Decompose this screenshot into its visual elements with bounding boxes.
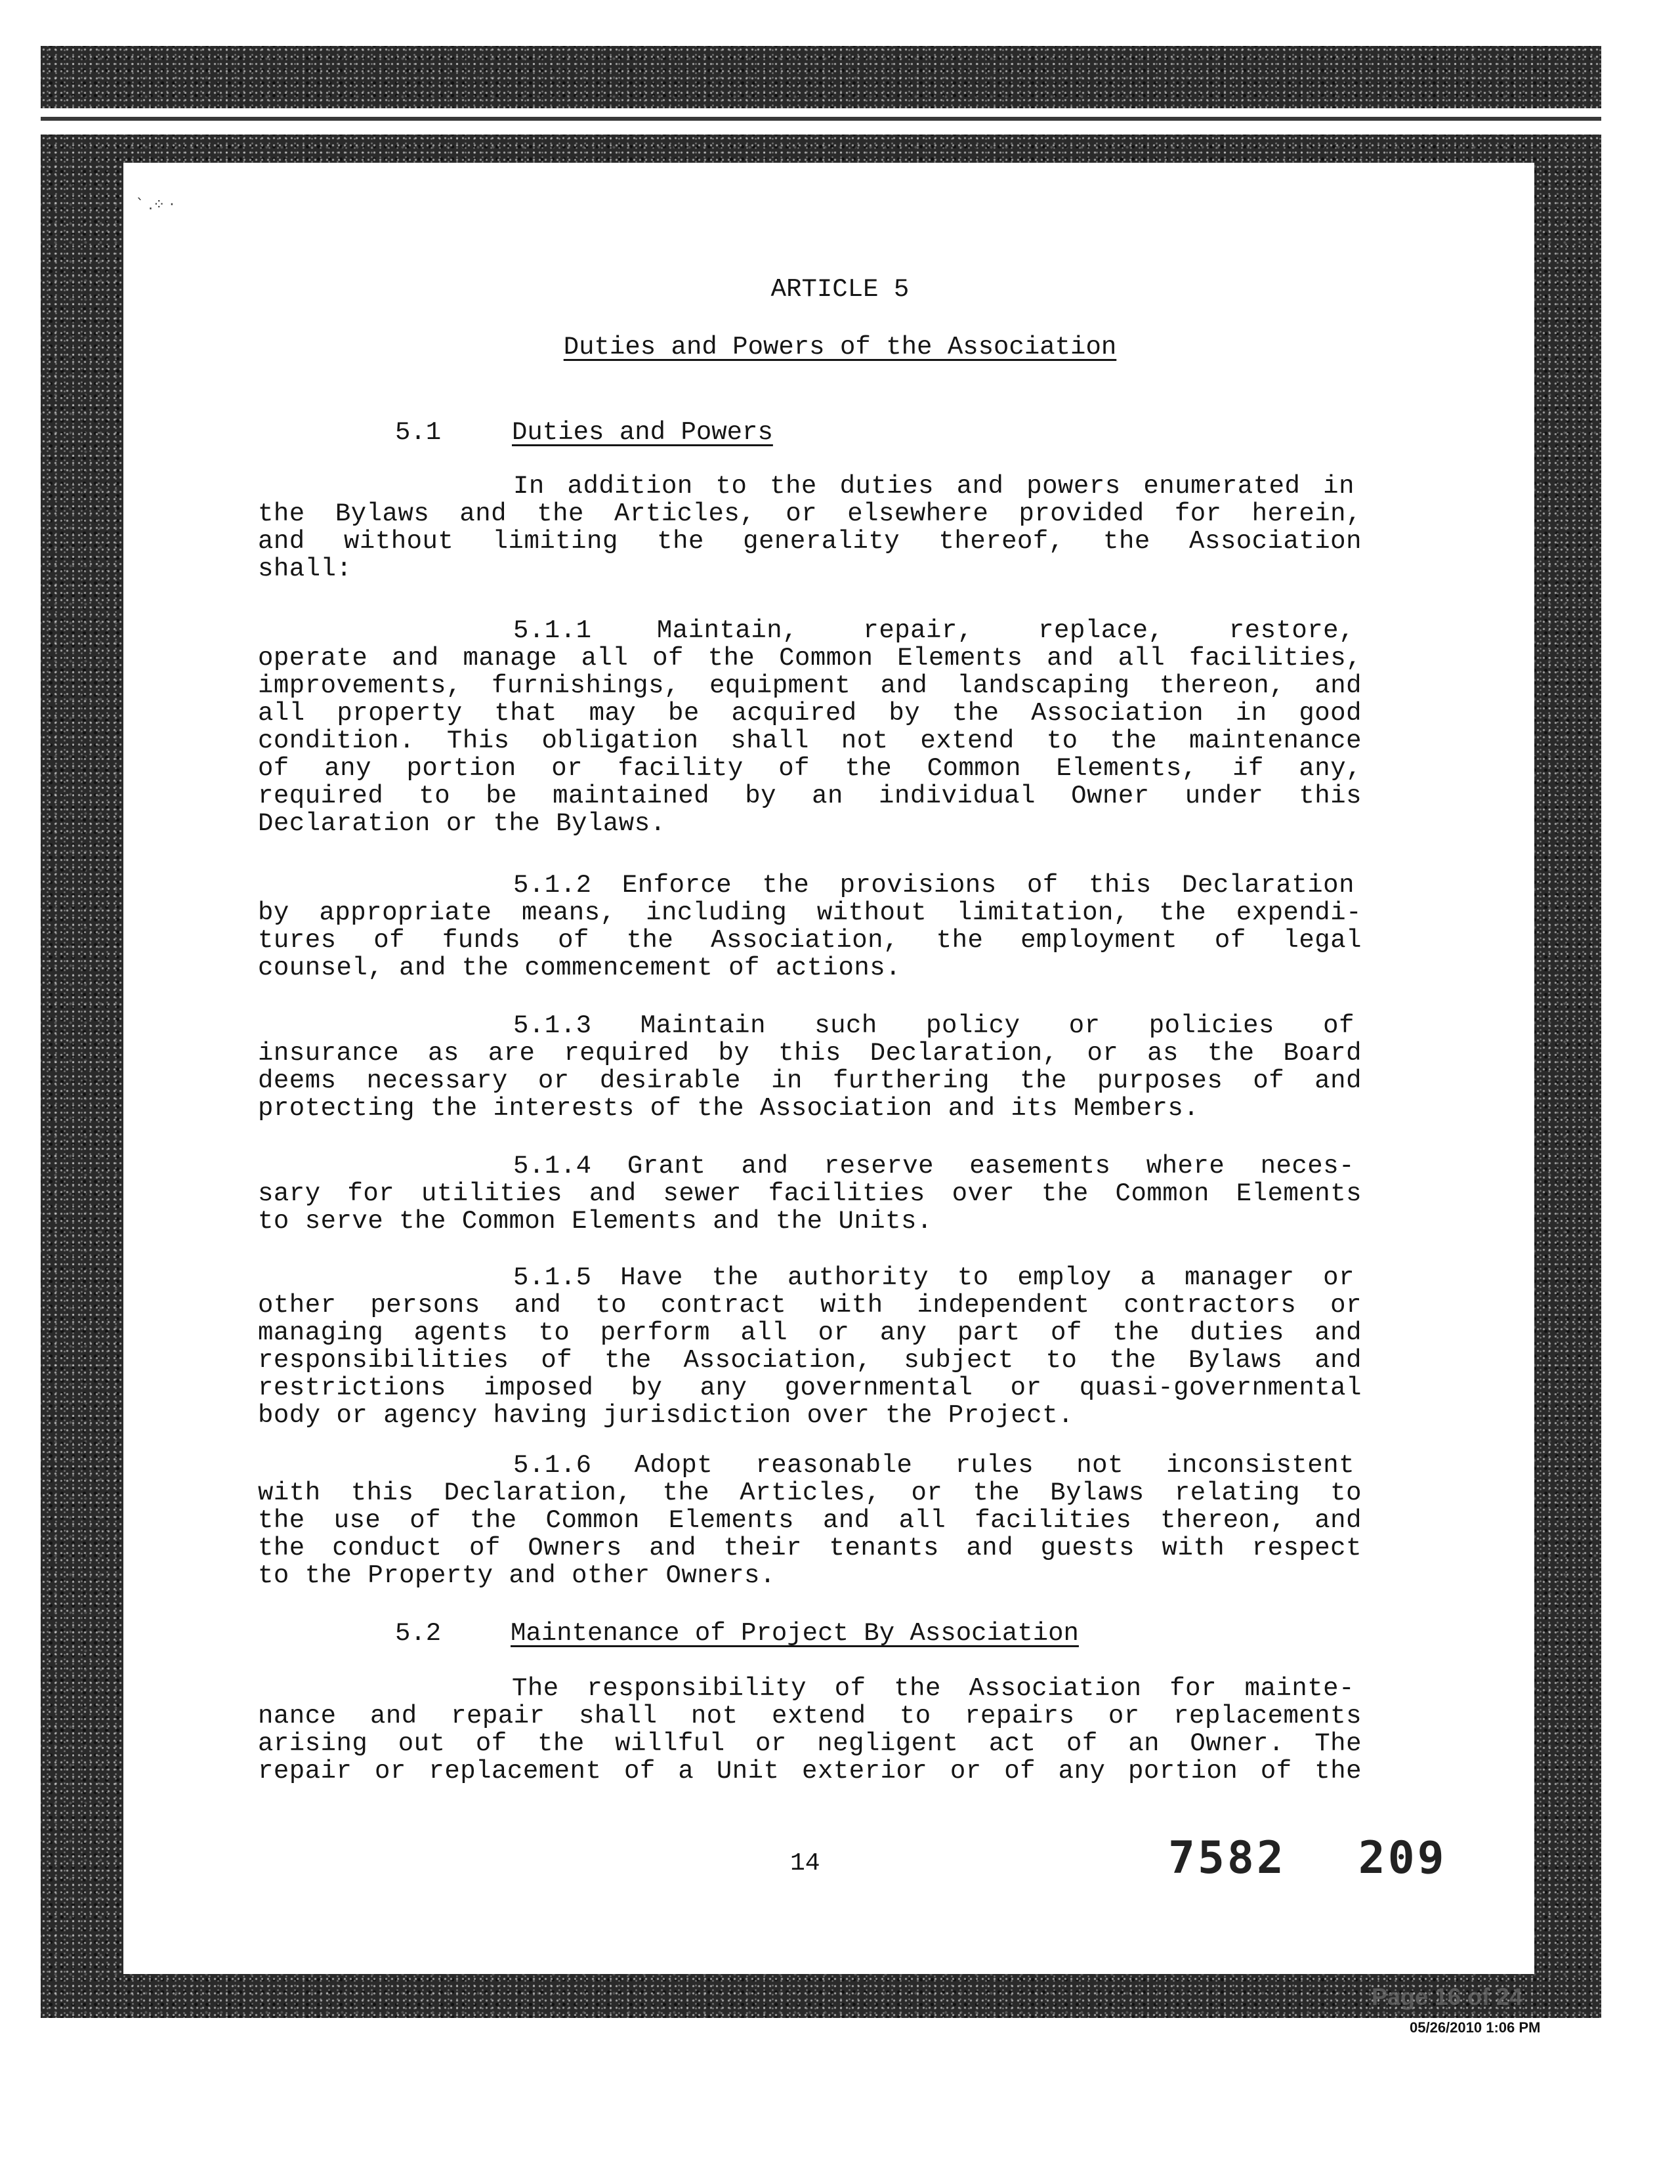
- clause-line: operate and manage all of the Common Elements and all facilities,: [258, 644, 1362, 673]
- page-of-indicator: Page 16 of 24: [1372, 1983, 1523, 2010]
- paragraph-line: arising out of the willful or negligent act of an Owner. The: [258, 1729, 1362, 1758]
- clause-line: restrictions imposed by any governmental or quasi-governmental: [258, 1374, 1362, 1402]
- paragraph-line: repair or replacement of a Unit exterior or of any portion of the: [258, 1757, 1362, 1786]
- clause-line: 5.1.6 Adopt reasonable rules not inconsistent: [513, 1451, 1354, 1480]
- clause-line: sary for utilities and sewer facilities over the Common Elements: [258, 1179, 1362, 1208]
- paragraph-line: The responsibility of the Association for mainte-: [512, 1674, 1354, 1703]
- clause-line: counsel, and the commencement of actions.: [258, 954, 902, 982]
- clause-line: responsibilities of the Association, subject to the Bylaws and: [258, 1346, 1362, 1375]
- section-heading: Maintenance of Project By Association: [511, 1619, 1079, 1648]
- clause-line: other persons and to contract with independent contractors or: [258, 1291, 1362, 1320]
- scan-rule: [41, 117, 1601, 121]
- clause-line: improvements, furnishings, equipment and landscaping thereon, and: [258, 671, 1362, 700]
- recording-stamp: [1168, 1832, 1447, 1884]
- section-number: 5.2: [395, 1619, 442, 1648]
- paragraph-line: nance and repair shall not extend to repairs or replacements: [258, 1702, 1362, 1731]
- clause-line: with this Declaration, the Articles, or the Bylaws relating to: [258, 1479, 1362, 1507]
- clause-line: 5.1.1 Maintain, repair, replace, restore,: [513, 616, 1354, 645]
- clause-line: 5.1.4 Grant and reserve easements where neces-: [513, 1152, 1354, 1181]
- clause-line: 5.1.5 Have the authority to employ a manager or: [513, 1263, 1354, 1292]
- paragraph-line: and without limiting the generality thereof, the Association: [258, 527, 1362, 556]
- clause-line: of any portion or facility of the Common Elements, if any,: [258, 754, 1362, 783]
- section-number: 5.1: [395, 418, 442, 447]
- clause-line: to serve the Common Elements and the Units.: [258, 1207, 933, 1236]
- clause-line: Declaration or the Bylaws.: [258, 809, 666, 838]
- clause-line: 5.1.2 Enforce the provisions of this Declaration: [513, 871, 1354, 900]
- clause-line: protecting the interests of the Association and its Members.: [258, 1094, 1200, 1123]
- clause-line: the use of the Common Elements and all facilities thereon, and: [258, 1506, 1362, 1535]
- scan-specks: ` .⁘ ·: [136, 197, 175, 213]
- clause-line: deems necessary or desirable in furthering the purposes of and: [258, 1066, 1362, 1095]
- clause-line: 5.1.3 Maintain such policy or policies of: [513, 1011, 1354, 1040]
- stamp-book-number: 7582: [1168, 1832, 1286, 1884]
- clause-line: all property that may be acquired by the Association in good: [258, 699, 1362, 728]
- clause-line: condition. This obligation shall not extend to the maintenance: [258, 726, 1362, 755]
- clause-line: the conduct of Owners and their tenants and guests with respect: [258, 1534, 1362, 1563]
- section-heading: Duties and Powers: [512, 418, 773, 447]
- paragraph-line: the Bylaws and the Articles, or elsewhere provided for herein,: [258, 499, 1362, 528]
- paragraph-line: shall:: [258, 555, 352, 583]
- article-title: ARTICLE 5: [770, 275, 910, 304]
- clause-line: insurance as are required by this Declaration, or as the Board: [258, 1039, 1362, 1068]
- clause-line: to the Property and other Owners.: [258, 1561, 776, 1590]
- clause-line: managing agents to perform all or any part of the duties and: [258, 1318, 1362, 1347]
- clause-line: by appropriate means, including without limitation, the expendi-: [258, 898, 1362, 927]
- scan-top-band: [41, 46, 1601, 108]
- clause-line: required to be maintained by an individual Owner under this: [258, 782, 1362, 810]
- paragraph-line: In addition to the duties and powers enumerated in: [513, 472, 1354, 501]
- section-title: Duties and Powers of the Association: [563, 333, 1117, 362]
- clause-line: body or agency having jurisdiction over the Project.: [258, 1401, 1074, 1430]
- clause-line: tures of funds of the Association, the employment of legal: [258, 926, 1362, 955]
- stamp-page-number: 209: [1358, 1832, 1447, 1884]
- print-timestamp: 05/26/2010 1:06 PM: [1410, 2019, 1541, 2036]
- page-number: 14: [790, 1849, 820, 1878]
